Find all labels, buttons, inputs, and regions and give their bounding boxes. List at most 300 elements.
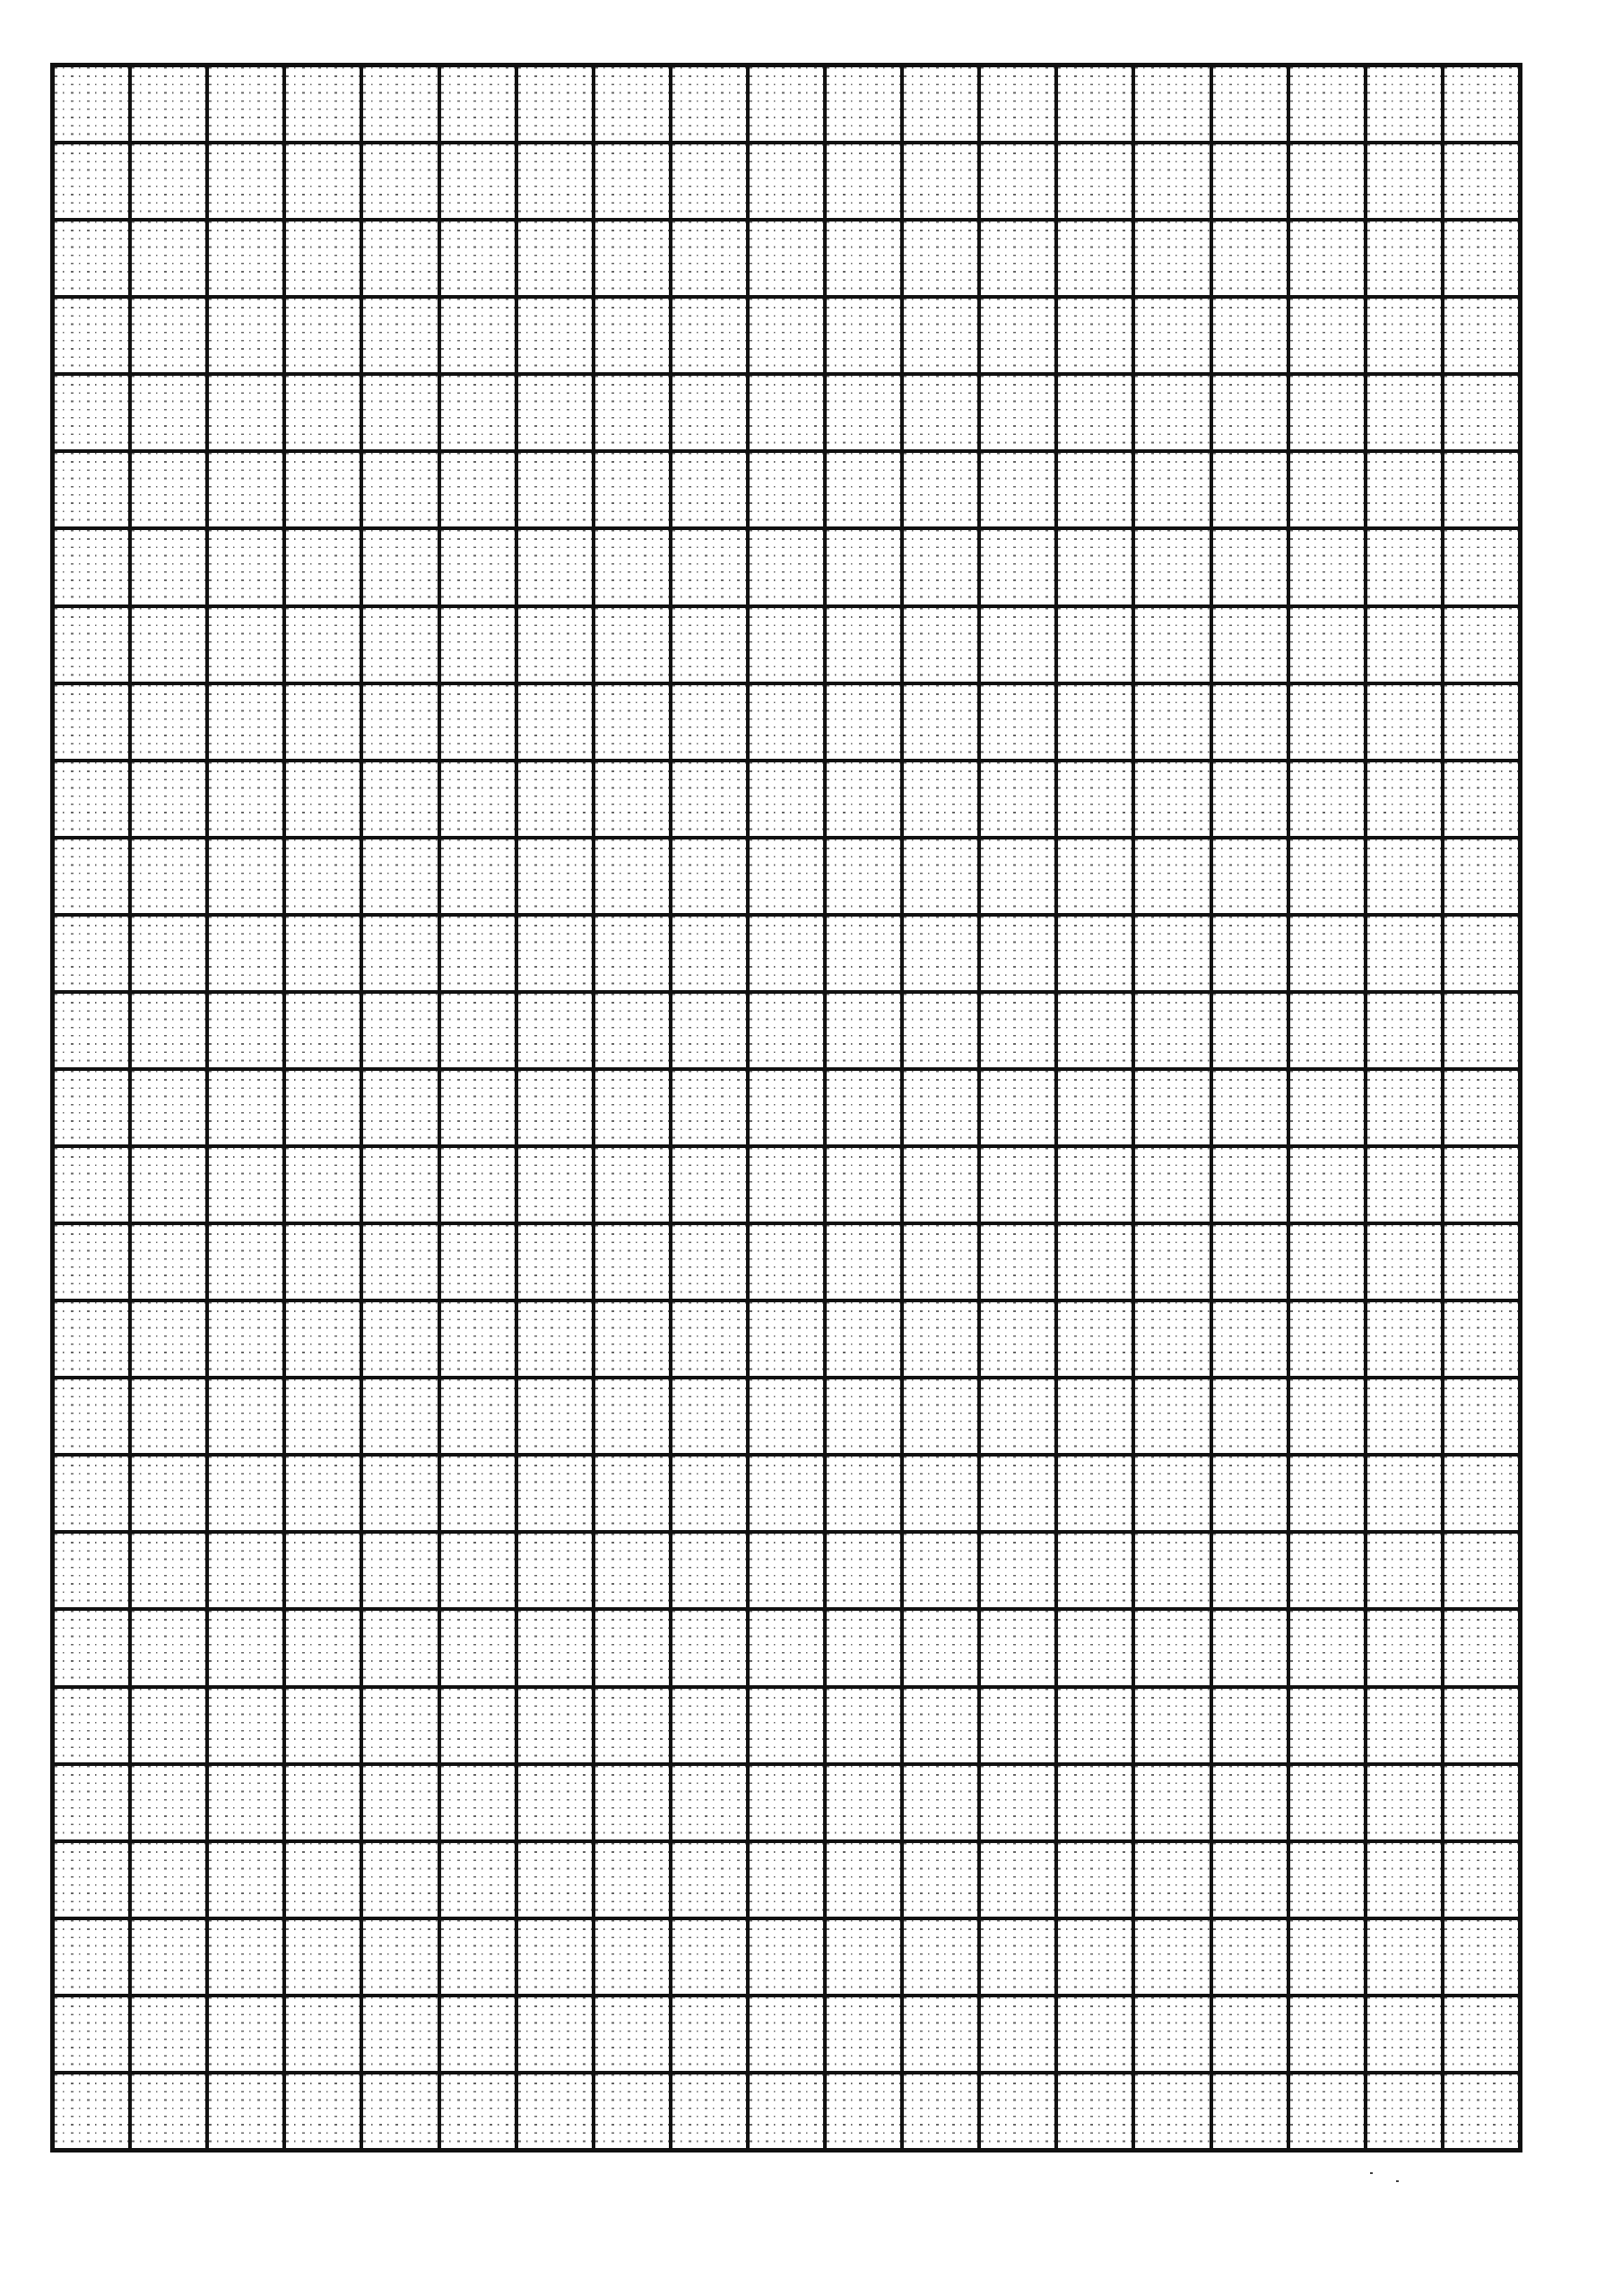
grid-cell <box>981 1225 1054 1299</box>
grid-cell <box>1213 1843 1287 1917</box>
grid-cell <box>981 839 1054 913</box>
grid-cell <box>363 453 437 526</box>
grid-cell <box>1135 1534 1209 1607</box>
grid-cell <box>595 299 669 372</box>
grid-cell <box>827 376 900 449</box>
grid-cell <box>286 1302 360 1376</box>
grid-cell <box>209 530 282 604</box>
grid-cell <box>672 917 746 990</box>
grid-cell <box>1290 1843 1364 1917</box>
grid-cell <box>518 2074 592 2148</box>
grid-cell <box>132 1997 205 2071</box>
grid-cell <box>1135 1689 1209 1762</box>
grid-cell <box>441 1379 515 1453</box>
grid-cell <box>750 994 823 1067</box>
grid-cell <box>441 222 515 295</box>
grid-cell <box>1213 1611 1287 1684</box>
grid-cell <box>363 1689 437 1762</box>
grid-cell <box>441 1148 515 1222</box>
grid-cell <box>518 1379 592 1453</box>
grid-cell <box>132 1071 205 1144</box>
grid-cell <box>750 1843 823 1917</box>
grid-cell <box>827 608 900 682</box>
grid-cell <box>750 608 823 682</box>
grid-cell <box>1367 1071 1441 1144</box>
grid-cell <box>827 994 900 1067</box>
grid-cell <box>1367 1843 1441 1917</box>
grid-cell <box>827 1457 900 1530</box>
grid-cell <box>595 1689 669 1762</box>
grid-cell <box>132 1611 205 1684</box>
grid-cell <box>827 1534 900 1607</box>
grid-cell <box>672 299 746 372</box>
grid-cell <box>672 1843 746 1917</box>
grid-cell <box>363 222 437 295</box>
grid-cell <box>363 1534 437 1607</box>
grid-cell <box>209 299 282 372</box>
grid-cell <box>1213 917 1287 990</box>
grid-cell <box>1135 299 1209 372</box>
grid-cell <box>518 1920 592 1994</box>
grid-cell <box>518 994 592 1067</box>
grid-cell <box>286 67 360 141</box>
grid-cell <box>595 376 669 449</box>
grid-cell <box>904 762 977 836</box>
grid-cell <box>672 1689 746 1762</box>
grid-cell <box>595 1766 669 1839</box>
grid-cell <box>595 1611 669 1684</box>
grid-cell <box>1290 1766 1364 1839</box>
grid-cell <box>1444 1766 1518 1839</box>
grid-cell <box>1444 1997 1518 2071</box>
grid-cell <box>904 2074 977 2148</box>
grid-cell <box>981 1302 1054 1376</box>
grid-cell <box>55 1997 128 2071</box>
grid-cell <box>209 1379 282 1453</box>
grid-cell <box>55 1766 128 1839</box>
grid-cell <box>827 1302 900 1376</box>
grid-cell <box>132 685 205 759</box>
grid-cell <box>672 762 746 836</box>
grid-cell <box>132 1148 205 1222</box>
grid-cell <box>672 1379 746 1453</box>
grid-cell <box>518 376 592 449</box>
grid-cell <box>1290 685 1364 759</box>
grid-cell <box>750 1225 823 1299</box>
grid-cell <box>827 917 900 990</box>
grid-cell <box>55 1379 128 1453</box>
grid-cell <box>286 685 360 759</box>
grid-cell <box>363 299 437 372</box>
grid-cell <box>518 144 592 218</box>
grid-cell <box>595 608 669 682</box>
grid-cell <box>55 2074 128 2148</box>
grid-cell <box>286 1457 360 1530</box>
grid-cell <box>904 376 977 449</box>
grid-cell <box>904 994 977 1067</box>
grid-cell <box>441 1534 515 1607</box>
grid-cell <box>672 453 746 526</box>
grid-cell <box>981 144 1054 218</box>
grid-cell <box>750 530 823 604</box>
grid-cell <box>827 839 900 913</box>
grid-cell <box>827 2074 900 2148</box>
grid-cell <box>286 1766 360 1839</box>
grid-cell <box>1290 299 1364 372</box>
grid-cell <box>286 222 360 295</box>
grid-cell <box>1135 685 1209 759</box>
grid-cell <box>518 222 592 295</box>
grid-cell <box>286 1379 360 1453</box>
grid-cell <box>1213 685 1287 759</box>
grid-cell <box>981 299 1054 372</box>
grid-cell <box>132 608 205 682</box>
grid-cell <box>1058 1997 1132 2071</box>
grid-cell <box>1444 1302 1518 1376</box>
grid-cell <box>209 1689 282 1762</box>
grid-cell <box>209 1148 282 1222</box>
grid-cell <box>1290 67 1364 141</box>
grid-cell <box>904 144 977 218</box>
grid-cell <box>132 1920 205 1994</box>
grid-cell <box>904 1997 977 2071</box>
grid-cell <box>209 762 282 836</box>
grid-cell <box>1367 1225 1441 1299</box>
grid-cell <box>595 1379 669 1453</box>
grid-cell <box>363 2074 437 2148</box>
grid-cell <box>1444 1225 1518 1299</box>
grid-cell <box>441 839 515 913</box>
grid-cell <box>904 299 977 372</box>
grid-cell <box>132 1766 205 1839</box>
grid-cell <box>672 839 746 913</box>
grid-cell <box>1135 1457 1209 1530</box>
grid-cell <box>750 1611 823 1684</box>
grid-cell <box>904 1379 977 1453</box>
grid-cell <box>1367 1920 1441 1994</box>
grid-cell <box>1290 762 1364 836</box>
grid-cell <box>1135 1611 1209 1684</box>
grid-cell <box>1135 2074 1209 2148</box>
grid-cell <box>595 1071 669 1144</box>
grid-cell <box>904 530 977 604</box>
grid-cell <box>1058 1920 1132 1994</box>
grid-cell <box>1290 144 1364 218</box>
grid-cell <box>904 67 977 141</box>
grid-cell <box>1058 1766 1132 1839</box>
grid-cell <box>363 1071 437 1144</box>
grid-cell <box>672 1611 746 1684</box>
grid-cell <box>1444 917 1518 990</box>
grid-cell <box>132 839 205 913</box>
grid-cell <box>1213 530 1287 604</box>
grid-cell <box>1367 1302 1441 1376</box>
grid-cell <box>441 1457 515 1530</box>
grid-cell <box>209 1457 282 1530</box>
grid-cell <box>518 608 592 682</box>
grid-cell <box>441 1997 515 2071</box>
grid-cell <box>1444 530 1518 604</box>
grid-cell <box>1135 1148 1209 1222</box>
grid-cell <box>441 530 515 604</box>
grid-cell <box>286 1611 360 1684</box>
grid-cell <box>1367 1379 1441 1453</box>
grid-cell <box>209 839 282 913</box>
grid-cell <box>286 144 360 218</box>
grid-cell <box>441 1766 515 1839</box>
grid-cell <box>55 762 128 836</box>
grid-cell <box>132 1457 205 1530</box>
grid-cell <box>209 685 282 759</box>
grid-cell <box>132 2074 205 2148</box>
grid-cell <box>981 762 1054 836</box>
grid-cell <box>209 376 282 449</box>
grid-cell <box>286 1148 360 1222</box>
grid-cell <box>441 685 515 759</box>
grid-cell <box>1444 1457 1518 1530</box>
grid-cell <box>518 1071 592 1144</box>
grid-cell <box>1367 685 1441 759</box>
grid-cell <box>363 530 437 604</box>
grid-cell <box>441 144 515 218</box>
grid-cell <box>827 67 900 141</box>
grid-cell <box>55 299 128 372</box>
grid-cell <box>904 1689 977 1762</box>
grid-cell <box>1290 608 1364 682</box>
grid-cell <box>518 1148 592 1222</box>
grid-cell <box>672 376 746 449</box>
grid-cell <box>1290 1379 1364 1453</box>
grid-cell <box>750 1148 823 1222</box>
grid-cell <box>1290 1611 1364 1684</box>
grid-cell <box>672 1457 746 1530</box>
grid-cell <box>1367 1534 1441 1607</box>
grid-cell <box>1444 376 1518 449</box>
grid-cell <box>672 1148 746 1222</box>
grid-cell <box>1367 1148 1441 1222</box>
grid-cell <box>1213 762 1287 836</box>
grid-cell <box>518 299 592 372</box>
grid-cell <box>55 608 128 682</box>
scan-noise-specks <box>1370 2163 1487 2187</box>
grid-cell <box>1135 839 1209 913</box>
grid-cell <box>827 1689 900 1762</box>
grid-cell <box>595 1457 669 1530</box>
grid-cell <box>1213 1920 1287 1994</box>
grid-cell <box>1058 1843 1132 1917</box>
grid-cell <box>1058 994 1132 1067</box>
grid-cell <box>1058 839 1132 913</box>
grid-cell <box>981 1843 1054 1917</box>
grid-cell <box>363 376 437 449</box>
grid-cell <box>1213 1997 1287 2071</box>
grid-cell <box>1213 1457 1287 1530</box>
grid-cell <box>518 1766 592 1839</box>
grid-cell <box>750 839 823 913</box>
grid-cell <box>672 67 746 141</box>
grid-cell <box>981 222 1054 295</box>
grid-cell <box>1367 917 1441 990</box>
grid-cell <box>827 1071 900 1144</box>
grid-cell <box>132 67 205 141</box>
grid-cell <box>209 67 282 141</box>
grid-cell <box>1444 1611 1518 1684</box>
grid-cell <box>595 144 669 218</box>
grid-cell <box>1367 1611 1441 1684</box>
grid-cell <box>286 530 360 604</box>
grid-cell <box>1058 1071 1132 1144</box>
grid-cell <box>518 762 592 836</box>
grid-cell <box>981 67 1054 141</box>
grid-cell <box>595 2074 669 2148</box>
grid-cell <box>132 1379 205 1453</box>
grid-cell <box>1444 608 1518 682</box>
grid-cell <box>441 1071 515 1144</box>
grid-cell <box>1367 144 1441 218</box>
grid-cell <box>363 1997 437 2071</box>
grid-cell <box>132 1302 205 1376</box>
grid-cell <box>981 1148 1054 1222</box>
grid-cell <box>1444 1148 1518 1222</box>
grid-cell <box>55 1302 128 1376</box>
grid-cell <box>1135 1997 1209 2071</box>
grid-cell <box>1367 1997 1441 2071</box>
grid-cell <box>904 1457 977 1530</box>
grid-cell <box>750 1997 823 2071</box>
grid-cell <box>904 685 977 759</box>
grid-cell <box>55 453 128 526</box>
grid-cell <box>827 1148 900 1222</box>
grid-cell <box>518 530 592 604</box>
grid-cell <box>904 1302 977 1376</box>
grid-cell <box>1135 453 1209 526</box>
grid-cell <box>363 1920 437 1994</box>
grid-cell <box>441 67 515 141</box>
grid-cell <box>286 917 360 990</box>
grid-cell <box>827 1379 900 1453</box>
grid-cell <box>750 1534 823 1607</box>
grid-cell <box>1058 67 1132 141</box>
grid-cell <box>1135 144 1209 218</box>
grid-cell <box>55 376 128 449</box>
grid-cell <box>286 1920 360 1994</box>
grid-cell <box>1058 608 1132 682</box>
grid-cell <box>518 685 592 759</box>
grid-cell <box>904 1534 977 1607</box>
grid-cell <box>209 144 282 218</box>
grid-cell <box>1213 2074 1287 2148</box>
grid-cell <box>132 917 205 990</box>
grid-cell <box>1290 530 1364 604</box>
grid-cell <box>1213 222 1287 295</box>
grid-cell <box>55 917 128 990</box>
grid-cell <box>595 1843 669 1917</box>
grid-cell <box>750 762 823 836</box>
grid-cell <box>441 762 515 836</box>
grid-cell <box>904 1766 977 1839</box>
grid-cell <box>132 222 205 295</box>
grid-cell <box>1058 1225 1132 1299</box>
grid-cell <box>981 1689 1054 1762</box>
grid-cell <box>55 994 128 1067</box>
grid-cell <box>209 1766 282 1839</box>
grid-cell <box>363 1766 437 1839</box>
grid-cell <box>1367 762 1441 836</box>
grid-cell <box>1058 1611 1132 1684</box>
grid-cell <box>55 222 128 295</box>
grid-cell <box>1290 1071 1364 1144</box>
grid-cell <box>55 530 128 604</box>
grid-cell <box>132 762 205 836</box>
grid-cell <box>1290 1302 1364 1376</box>
grid-cell <box>827 1766 900 1839</box>
grid-cell <box>827 1611 900 1684</box>
grid-cell <box>1058 453 1132 526</box>
grid-cell <box>672 1534 746 1607</box>
grid-cell <box>672 1920 746 1994</box>
grid-cell <box>750 1457 823 1530</box>
grid-cell <box>672 1997 746 2071</box>
grid-cell <box>1135 994 1209 1067</box>
grid-cell <box>904 1148 977 1222</box>
grid-cell <box>55 839 128 913</box>
grid-cell <box>672 2074 746 2148</box>
grid-cell <box>595 1997 669 2071</box>
grid-cell <box>750 67 823 141</box>
grid-cell <box>55 1457 128 1530</box>
grid-cell <box>672 1302 746 1376</box>
grid-cell <box>827 1843 900 1917</box>
grid-cell <box>1444 144 1518 218</box>
grid-cell <box>904 222 977 295</box>
grid-cell <box>55 67 128 141</box>
grid-cell <box>1058 376 1132 449</box>
grid-cell <box>363 1379 437 1453</box>
grid-cell <box>518 1534 592 1607</box>
grid-cell <box>132 994 205 1067</box>
grid-cell <box>827 222 900 295</box>
grid-cell <box>1290 2074 1364 2148</box>
grid-cell <box>441 1225 515 1299</box>
grid-cell <box>363 1611 437 1684</box>
grid-cell <box>1058 1534 1132 1607</box>
grid-cell <box>132 1689 205 1762</box>
grid-cell <box>904 1843 977 1917</box>
grid-cell <box>286 2074 360 2148</box>
grid-cell <box>209 1225 282 1299</box>
grid-cell <box>1367 839 1441 913</box>
grid-cell <box>518 1689 592 1762</box>
grid-cell <box>981 608 1054 682</box>
grid-cell <box>1444 1534 1518 1607</box>
grid-cell <box>1213 1766 1287 1839</box>
grid-cell <box>827 144 900 218</box>
grid-cell <box>132 530 205 604</box>
grid-cell <box>286 376 360 449</box>
grid-cell <box>750 1379 823 1453</box>
grid-cell <box>1213 994 1287 1067</box>
grid-cell <box>1367 1457 1441 1530</box>
grid-cell <box>1290 1689 1364 1762</box>
grid-cell <box>132 376 205 449</box>
grid-cell <box>209 1920 282 1994</box>
grid-cell <box>363 1225 437 1299</box>
grid-cell <box>1058 1302 1132 1376</box>
grid-cell <box>595 1225 669 1299</box>
grid-cell <box>750 1766 823 1839</box>
grid-cell <box>132 299 205 372</box>
squared-writing-grid <box>50 63 1522 2152</box>
